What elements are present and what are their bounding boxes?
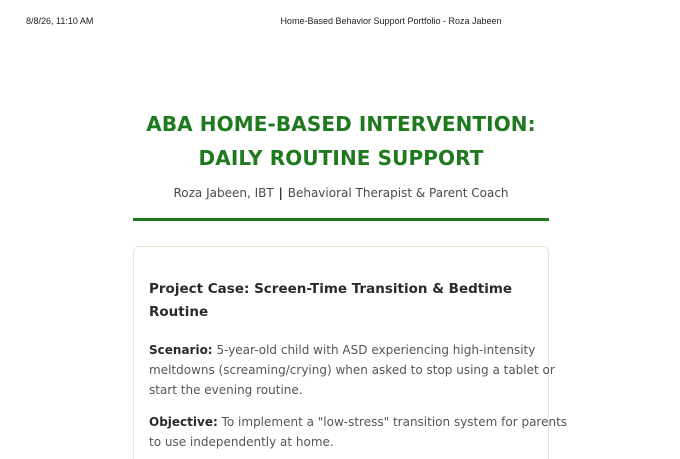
author-byline: [113, 185, 569, 201]
objective-line-2: to use independently at home.: [149, 435, 334, 449]
byline-separator: |: [278, 186, 283, 200]
document-title: [103, 107, 579, 175]
scenario-line-3: start the evening routine.: [149, 383, 303, 397]
scenario-text-1: 5-year-old child with ASD experiencing high-intensity: [216, 343, 536, 357]
scenario-line-2: meltdowns (screaming/crying) when asked to stop using a tablet or: [149, 363, 555, 377]
project-heading-line-2: Routine: [149, 304, 209, 320]
objective-paragraph: [149, 412, 568, 452]
scenario-line-1: [149, 340, 534, 360]
scenario-label: Scenario:: [149, 343, 213, 357]
print-datetime: 8/8/26, 11:10 AM: [26, 16, 94, 26]
objective-label: Objective:: [149, 415, 218, 429]
print-header: [0, 16, 680, 30]
objective-line-1: [149, 412, 568, 432]
scenario-paragraph: [149, 340, 555, 400]
project-heading: [149, 278, 513, 324]
objective-text-1: To implement a "low-stress" transition system for parents: [221, 415, 568, 429]
author-name: Roza Jabeen, IBT: [173, 186, 274, 200]
print-page-title: Home-Based Behavior Support Portfolio - Roza Jabeen: [280, 16, 502, 26]
document-title-line-1: ABA HOME-BASED INTERVENTION:: [146, 112, 536, 136]
author-roles: Behavioral Therapist & Parent Coach: [287, 186, 509, 200]
document-title-line-2: DAILY ROUTINE SUPPORT: [198, 146, 484, 170]
title-divider: [133, 218, 549, 221]
project-heading-line-1: Project Case: Screen-Time Transition & Bedtime: [149, 281, 513, 297]
